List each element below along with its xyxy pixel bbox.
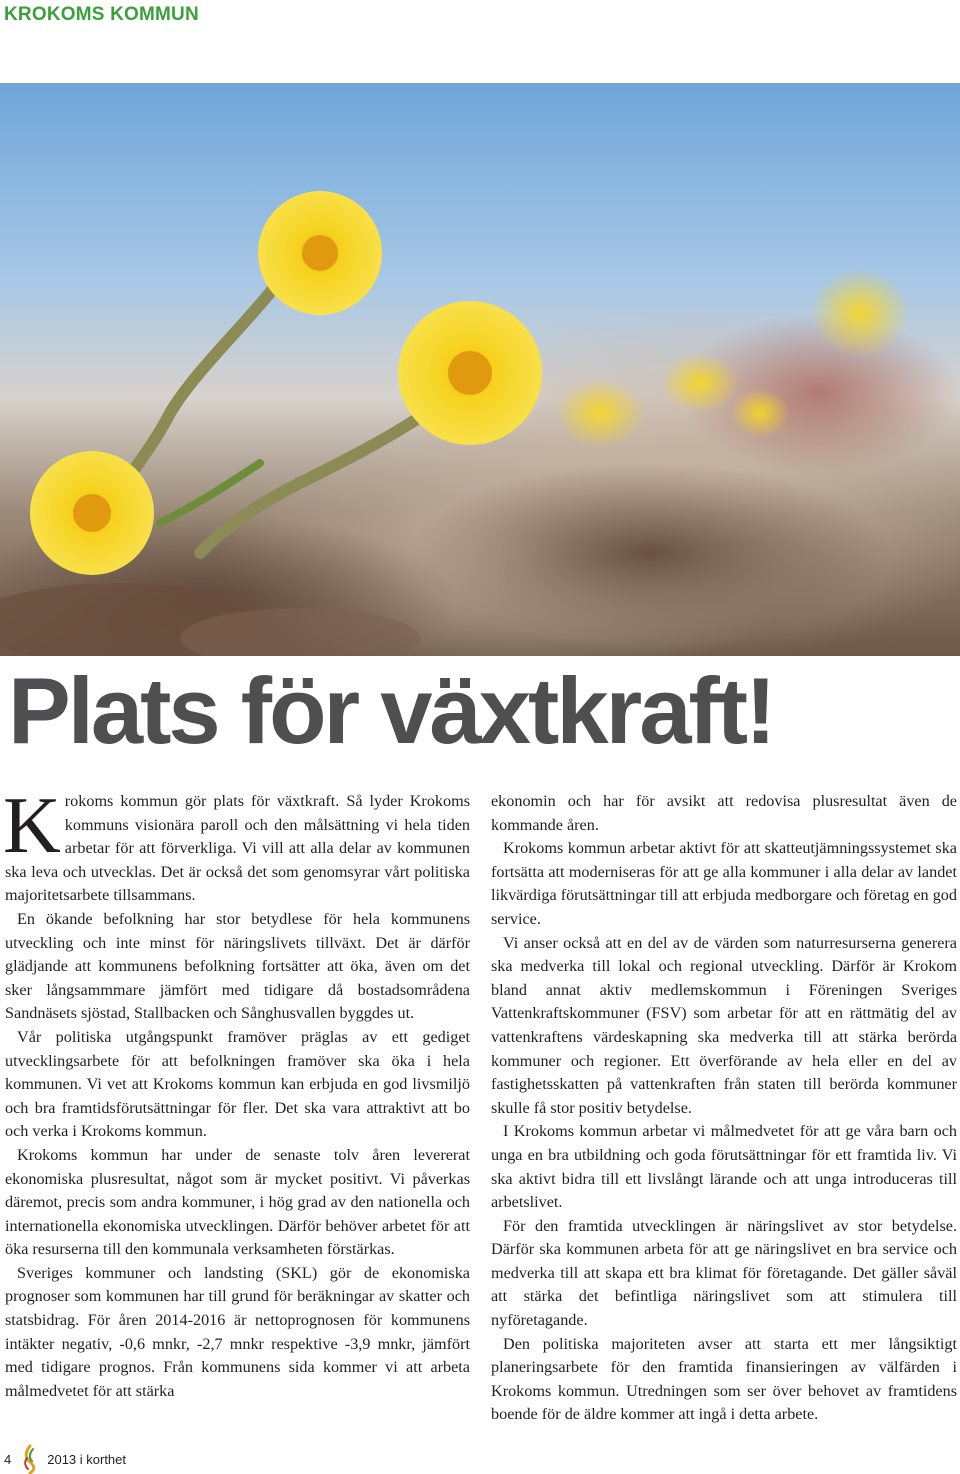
paragraph: I Krokoms kommun arbetar vi målmedvetet för att ge våra barn och unga en bra utbildning och goda förutsättningar för ett framtida liv. Vi ska aktivt bidra till ett livslångt lärande och att unga introduceras till arbetslivet. xyxy=(491,1122,957,1212)
paragraph: Vi anser också att en del av de värden som naturresurserna generera ska medverka till lokal och regional utveckling. Därför är Krokom bland annat aktiv medlemskommun i Föreningen Sveriges Vattenkraftskommuner (FSV) som arbetar för att en rättmätig del av vattenkraftens värdeskapning ska medverka till att stärka berörda kommuner och regioner. Ett överförande av hela eller en del av fastighetsskatten på vattenkraften från staten till berörda kommuner skulle få stor positiv betydelse. xyxy=(491,933,957,1117)
krokom-logo-icon xyxy=(21,1444,39,1474)
paragraph: Den politiska majoriteten avser att starta ett mer långsiktigt planeringsarbete för den framtida finansieringen av välfärden i Krokoms kommun. Utredningen som ser över behovet av framtidens boende för de äldre kommer att ingå i detta arbete. xyxy=(491,1334,957,1424)
page-footer xyxy=(4,1444,126,1474)
headline: Plats för växtkraft! xyxy=(8,658,774,763)
paragraph: Sveriges kommuner och landsting (SKL) gör de ekonomiska prognoser som kommunen har till grund för beräkningar av skatter och statsbidrag. För åren 2014-2016 är nettoprognosen för kommunens intäkter negativ, -0,6 mnkr, -2,7 mnkr respektive -3,9 mnkr, jämfört med tidigare prognos. Från kommunens sida kommer vi att arbeta målmedvetet för att stärka xyxy=(5,1263,470,1400)
paragraph: För den framtida utvecklingen är näringslivet av stor betydelse. Därför ska kommunen arbeta för att ge näringslivet en bra service och medverka till att skapa ett bra klimat för företagande. Det gäller såväl att stärka det befintliga näringslivet som att stimulera till nyföretagande. xyxy=(491,1216,957,1330)
dropcap: K xyxy=(3,782,61,870)
paragraph: En ökande befolkning har stor betydlese för hela kommunens utveckling och inte minst för näringslivets tillväxt. Det är därför glädjande att kommunens befolkning fortsätter att öka, även om det sker långsammmare jämfört med tidigare då bostadsområdena Sandnäsets sjöstad, Stallbacken och Sånghusvallen byggdes ut. xyxy=(5,909,470,1023)
publication-name: 2013 i korthet xyxy=(47,1451,127,1467)
intro-paragraph: Krokoms kommun gör plats för växtkraft. Så lyder Krokoms kommuns visionära paroll och den målsättning vi hela tiden arbetar för att förverkliga. Vi vill att alla delar av kommunen ska leva och utvecklas. Det är också det som genomsyrar vårt politiska majoritetsarbete tillsammans. xyxy=(3,782,470,905)
paragraph: ekonomin och har för avsikt att redovisa plusresultat även de kommande åren. xyxy=(491,792,957,834)
left-column xyxy=(3,782,470,1403)
paragraph: Krokoms kommun arbetar aktivt för att skatteutjämningssystemet ska fortsätta att moderniseras för att ge alla kommuner i alla delar av landet likvärdiga förutsättningar till att erbjuda medborgare och företag en god service. xyxy=(491,839,957,928)
right-column xyxy=(491,790,957,1427)
page-number: 4 xyxy=(4,1451,12,1467)
page-header: KROKOMS KOMMUN xyxy=(4,4,199,25)
paragraph: Vår politiska utgångspunkt framöver präglas av ett gediget utvecklingsarbete för att befolkningen framöver ska öka i hela kommunen. Vi vet att Krokoms kommun kan erbjuda en god livsmiljö och bra framtidsförutsättningar för fler. Det ska vara attraktivt att bo och verka i Krokoms kommun. xyxy=(5,1027,470,1141)
paragraph: Krokoms kommun har under de senaste tolv åren levererat ekonomiska plusresultat, något som är mycket positivt. Vi påverkas däremot, precis som andra kommuner, i hög grad av den nationella och internationella ekonomiska utvecklingen. Därför behöver arbetet för att öka resurserna till den kommunala verksamheten förstärkas. xyxy=(5,1145,470,1259)
coltsfoot-flowers-photo xyxy=(0,83,960,656)
